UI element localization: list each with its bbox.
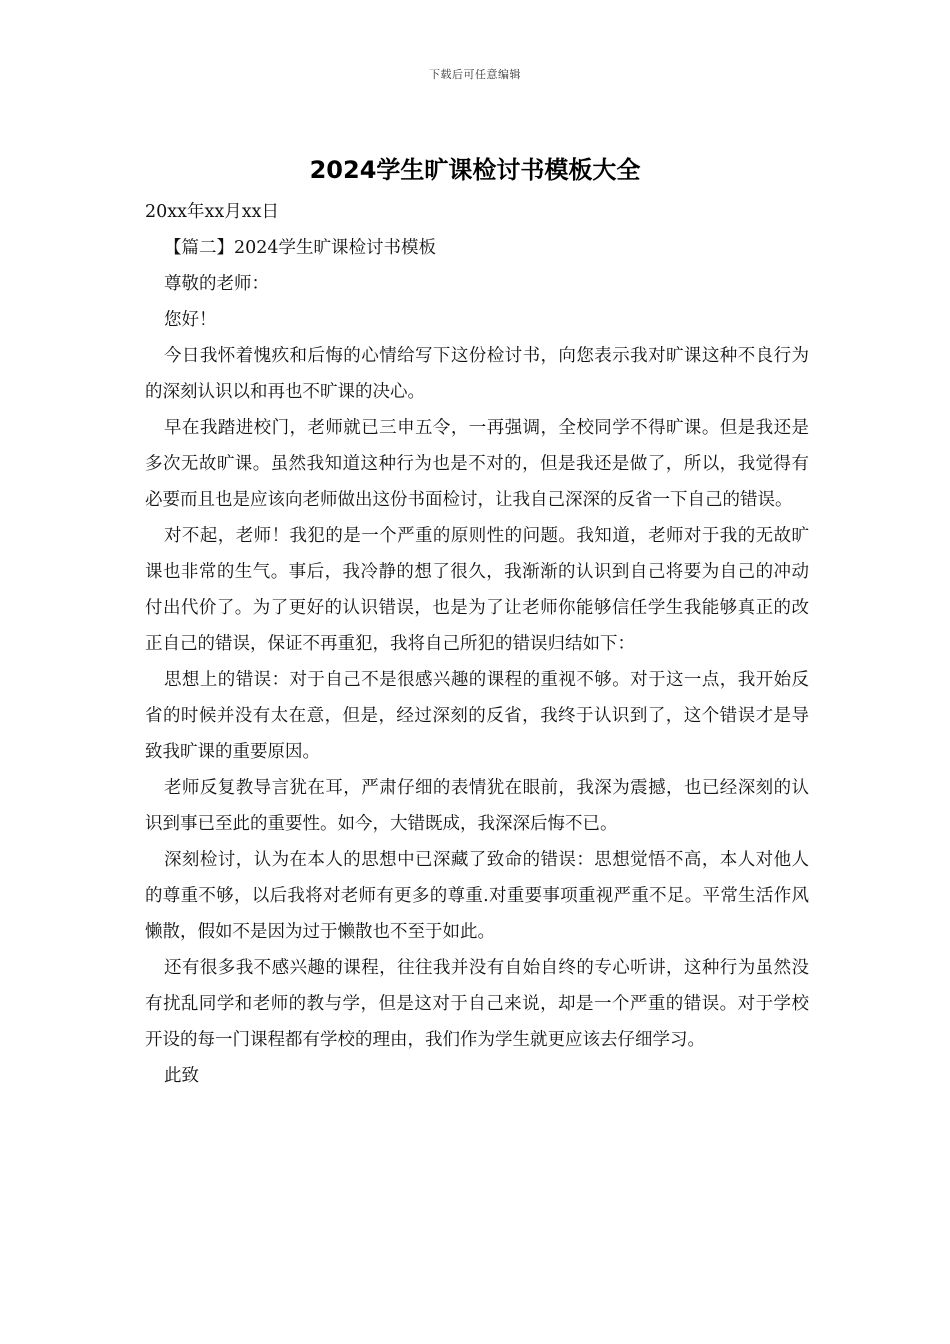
date-line: 20xx年xx月xx日 bbox=[145, 202, 279, 222]
greeting: 您好！ bbox=[164, 310, 217, 330]
paragraph: 早在我踏进校门，老师就已三申五令，一再强调，全校同学不得旷课。但是我还是多次无故旷课。虽然我知道这种行为也是不对的，但是我还是做了，所以，我觉得有必要而且也是应该向老师做出这份书面检讨，让我自己深深的反省一下自己的错误。 bbox=[145, 418, 809, 510]
paragraph: 深刻检讨，认为在本人的思想中已深藏了致命的错误：思想觉悟不高，本人对他人的尊重不够，以后我将对老师有更多的尊重.对重要事项重视严重不足。平常生活作风懒散，假如不是因为过于懒散也不至于如此。 bbox=[145, 850, 809, 942]
paragraph: 对不起，老师！我犯的是一个严重的原则性的问题。我知道，老师对于我的无故旷课也非常的生气。事后，我冷静的想了很久，我渐渐的认识到自己将要为自己的冲动付出代价了。为了更好的认识错误，也是为了让老师你能够信任学生我能够真正的改正自己的错误，保证不再重犯，我将自己所犯的错误归结如下： bbox=[145, 526, 809, 654]
paragraph: 今日我怀着愧疚和后悔的心情给写下这份检讨书，向您表示我对旷课这种不良行为的深刻认识以和再也不旷课的决心。 bbox=[145, 346, 809, 402]
salutation: 尊敬的老师： bbox=[164, 274, 269, 294]
paragraph: 老师反复教导言犹在耳，严肃仔细的表情犹在眼前，我深为震撼，也已经深刻的认识到事已至此的重要性。如今，大错既成，我深深后悔不已。 bbox=[145, 778, 809, 834]
section-heading: 【篇二】2024学生旷课检讨书模板 bbox=[164, 238, 437, 258]
paragraph: 思想上的错误：对于自己不是很感兴趣的课程的重视不够。对于这一点，我开始反省的时候并没有太在意，但是，经过深刻的反省，我终于认识到了，这个错误才是导致我旷课的重要原因。 bbox=[145, 670, 809, 762]
document-title: 2024学生旷课检讨书模板大全 bbox=[309, 156, 641, 184]
closing: 此致 bbox=[164, 1066, 199, 1086]
header-note: 下载后可任意编辑 bbox=[429, 68, 521, 81]
document-body bbox=[145, 194, 809, 1094]
paragraph: 还有很多我不感兴趣的课程，往往我并没有自始自终的专心听讲，这种行为虽然没有扰乱同学和老师的教与学，但是这对于自己来说，却是一个严重的错误。对于学校开设的每一门课程都有学校的理由，我们作为学生就更应该去仔细学习。 bbox=[145, 958, 809, 1050]
